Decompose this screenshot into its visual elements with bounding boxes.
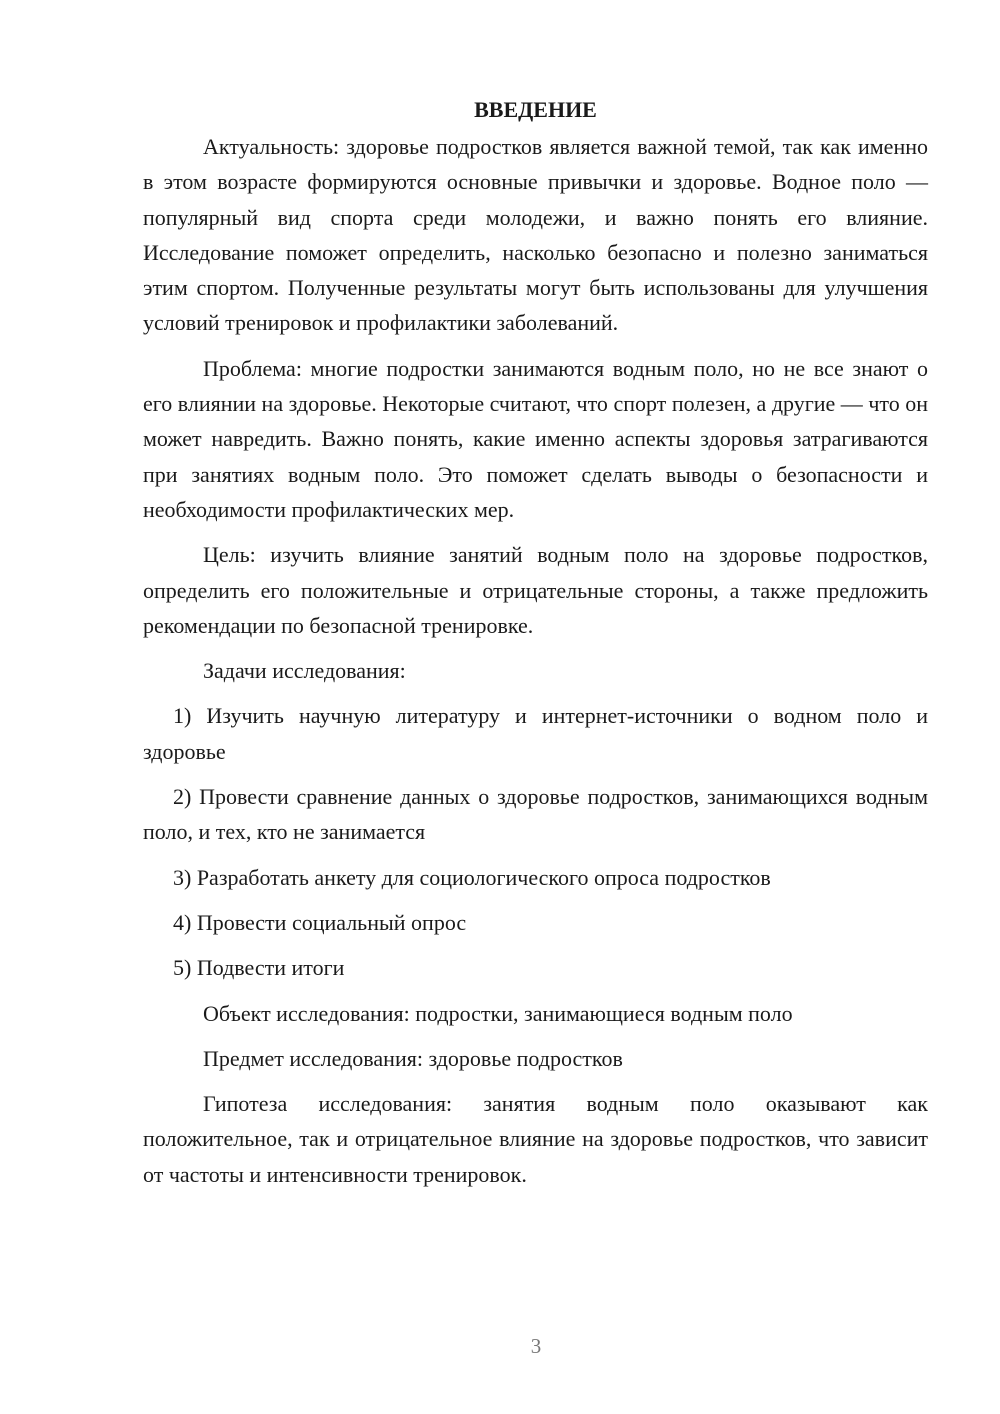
page-content xyxy=(143,92,928,1202)
paragraph-object: Объект исследования: подростки, занимающиеся водным поло xyxy=(203,1000,793,1026)
page-title: ВВЕДЕНИЕ xyxy=(474,97,597,122)
paragraph-goal: Цель: изучить влияние занятий водным поло на здоровье подростков, определить его положительные и отрицательные стороны, а также предложить рекомендации по безопасной тренировке. xyxy=(143,542,928,638)
task-item-3: 3) Разработать анкету для социологического опроса подростков xyxy=(173,864,771,890)
paragraph-problem: Проблема: многие подростки занимаются водным поло, но не все знают о его влиянии на здоровье. Некоторые считают, что спорт полезен, а другие — что он может навредить. Важно понять, какие именно аспекты здоровья затрагиваются при занятиях водным поло. Это поможет сделать выводы о безопасности и необходимости профилактических мер. xyxy=(143,355,928,522)
paragraph-hypothesis: Гипотеза исследования: занятия водным поло оказывают как положительное, так и отрицательное влияние на здоровье подростков, что зависит от частоты и интенсивности тренировок. xyxy=(143,1091,928,1187)
paragraph-subject: Предмет исследования: здоровье подростков xyxy=(203,1045,623,1071)
task-item-5: 5) Подвести итоги xyxy=(173,955,345,981)
task-item-4: 4) Провести социальный опрос xyxy=(173,909,467,935)
task-item-1: 1) Изучить научную литературу и интернет-источники о водном поло и здоровье xyxy=(143,703,928,764)
task-item-2: 2) Провести сравнение данных о здоровье подростков, занимающихся водным поло, и тех, кто не занимается xyxy=(143,784,928,845)
tasks-heading: Задачи исследования: xyxy=(203,658,406,684)
paragraph-relevance: Актуальность: здоровье подростков является важной темой, так как именно в этом возрасте формируются основные привычки и здоровье. Водное поло — популярный вид спорта среди молодежи, и важно понять его влияние. Исследование поможет определить, насколько безопасно и полезно заниматься этим спортом. Полученные результаты могут быть использованы для улучшения условий тренировок и профилактики заболеваний. xyxy=(143,134,928,336)
page-number: 3 xyxy=(530,1334,542,1358)
